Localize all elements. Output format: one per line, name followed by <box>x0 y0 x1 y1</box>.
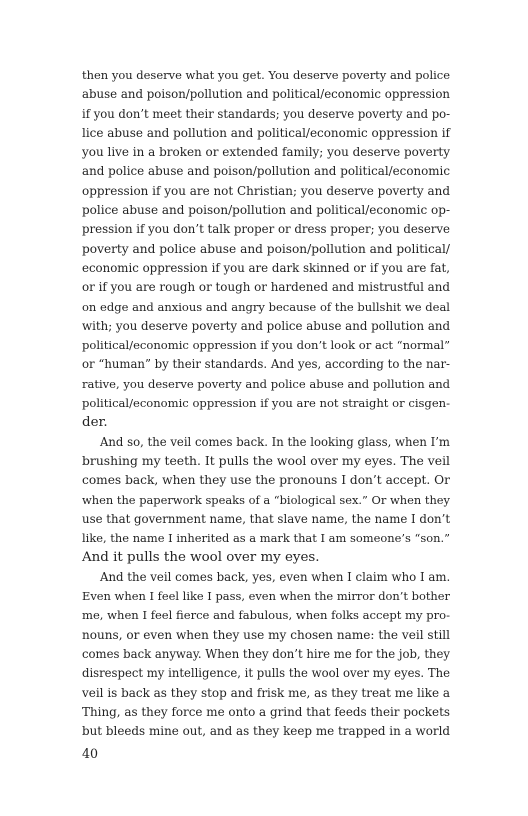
text-line: or if you are rough or tough or hardened and mistrustful and <box>82 280 450 295</box>
text-line: der. <box>82 415 108 431</box>
text-line: but bleeds mine out, and as they keep me trapped in a world <box>82 724 450 739</box>
text-line: veil is back as they stop and frisk me, as they treat me like a <box>82 685 450 700</box>
text-line: then you deserve what you get. You deserve poverty and police <box>82 68 450 82</box>
paragraph <box>82 66 450 433</box>
text-line: abuse and poison/pollution and political/economic oppression <box>82 87 450 102</box>
text-line: And the veil comes back, yes, even when I claim who I am. <box>100 569 451 584</box>
text-line: and police abuse and poison/pollution and political/economic <box>82 164 450 179</box>
text-line: lice abuse and pollution and political/economic oppression if <box>82 125 450 140</box>
text-line: or “human” by their standards. And yes, according to the nar- <box>82 357 450 372</box>
text-line: political/economic oppression if you don’t look or act “normal” <box>82 338 450 353</box>
text-line: Even when I feel like I pass, even when the mirror don’t bother <box>82 589 450 604</box>
text-line: when the paperwork speaks of a “biological sex.” Or when they <box>82 492 450 507</box>
text-line: if you don’t meet their standards; you deserve poverty and po- <box>82 106 451 121</box>
text-line: comes back anyway. When they don’t hire me for the job, they <box>82 646 451 661</box>
paragraph <box>82 568 450 742</box>
text-line: nouns, or even when they use my chosen name: the veil still <box>82 627 450 642</box>
text-line: police abuse and poison/pollution and political/economic op- <box>82 203 450 218</box>
text-line: oppression if you are not Christian; you deserve poverty and <box>82 183 450 198</box>
paragraph <box>82 433 450 568</box>
text-line: pression if you don’t talk proper or dress proper; you deserve <box>82 222 450 237</box>
text-line: And it pulls the wool over my eyes. <box>82 550 320 566</box>
text-line: poverty and police abuse and poison/pollution and political/ <box>82 241 450 256</box>
text-line: political/economic oppression if you are not straight or cisgen- <box>82 396 450 411</box>
text-line: use that government name, that slave name, the name I don’t <box>82 511 451 526</box>
text-line: me, when I feel fierce and fabulous, when folks accept my pro- <box>82 608 450 623</box>
page-number: 40 <box>82 746 99 761</box>
text-line: comes back, when they use the pronouns I don’t accept. Or <box>82 473 450 488</box>
text-line: disrespect my intelligence, it pulls the wool over my eyes. The <box>82 666 450 681</box>
body-text <box>82 66 450 741</box>
text-line: brushing my teeth. It pulls the wool over my eyes. The veil <box>82 453 450 468</box>
text-line: on edge and anxious and angry because of the bullshit we deal <box>82 299 450 314</box>
text-line: economic oppression if you are dark skinned or if you are fat, <box>82 260 450 275</box>
text-line: rative, you deserve poverty and police abuse and pollution and <box>82 376 450 391</box>
text-line: like, the name I inherited as a mark that I am someone’s “son.” <box>82 531 450 546</box>
text-line: Thing, as they force me onto a grind that feeds their pockets <box>82 704 450 719</box>
text-line: with; you deserve poverty and police abuse and pollution and <box>82 318 451 333</box>
text-line: And so, the veil comes back. In the looking glass, when I’m <box>100 434 450 449</box>
text-line: you live in a broken or extended family; you deserve poverty <box>82 145 450 160</box>
